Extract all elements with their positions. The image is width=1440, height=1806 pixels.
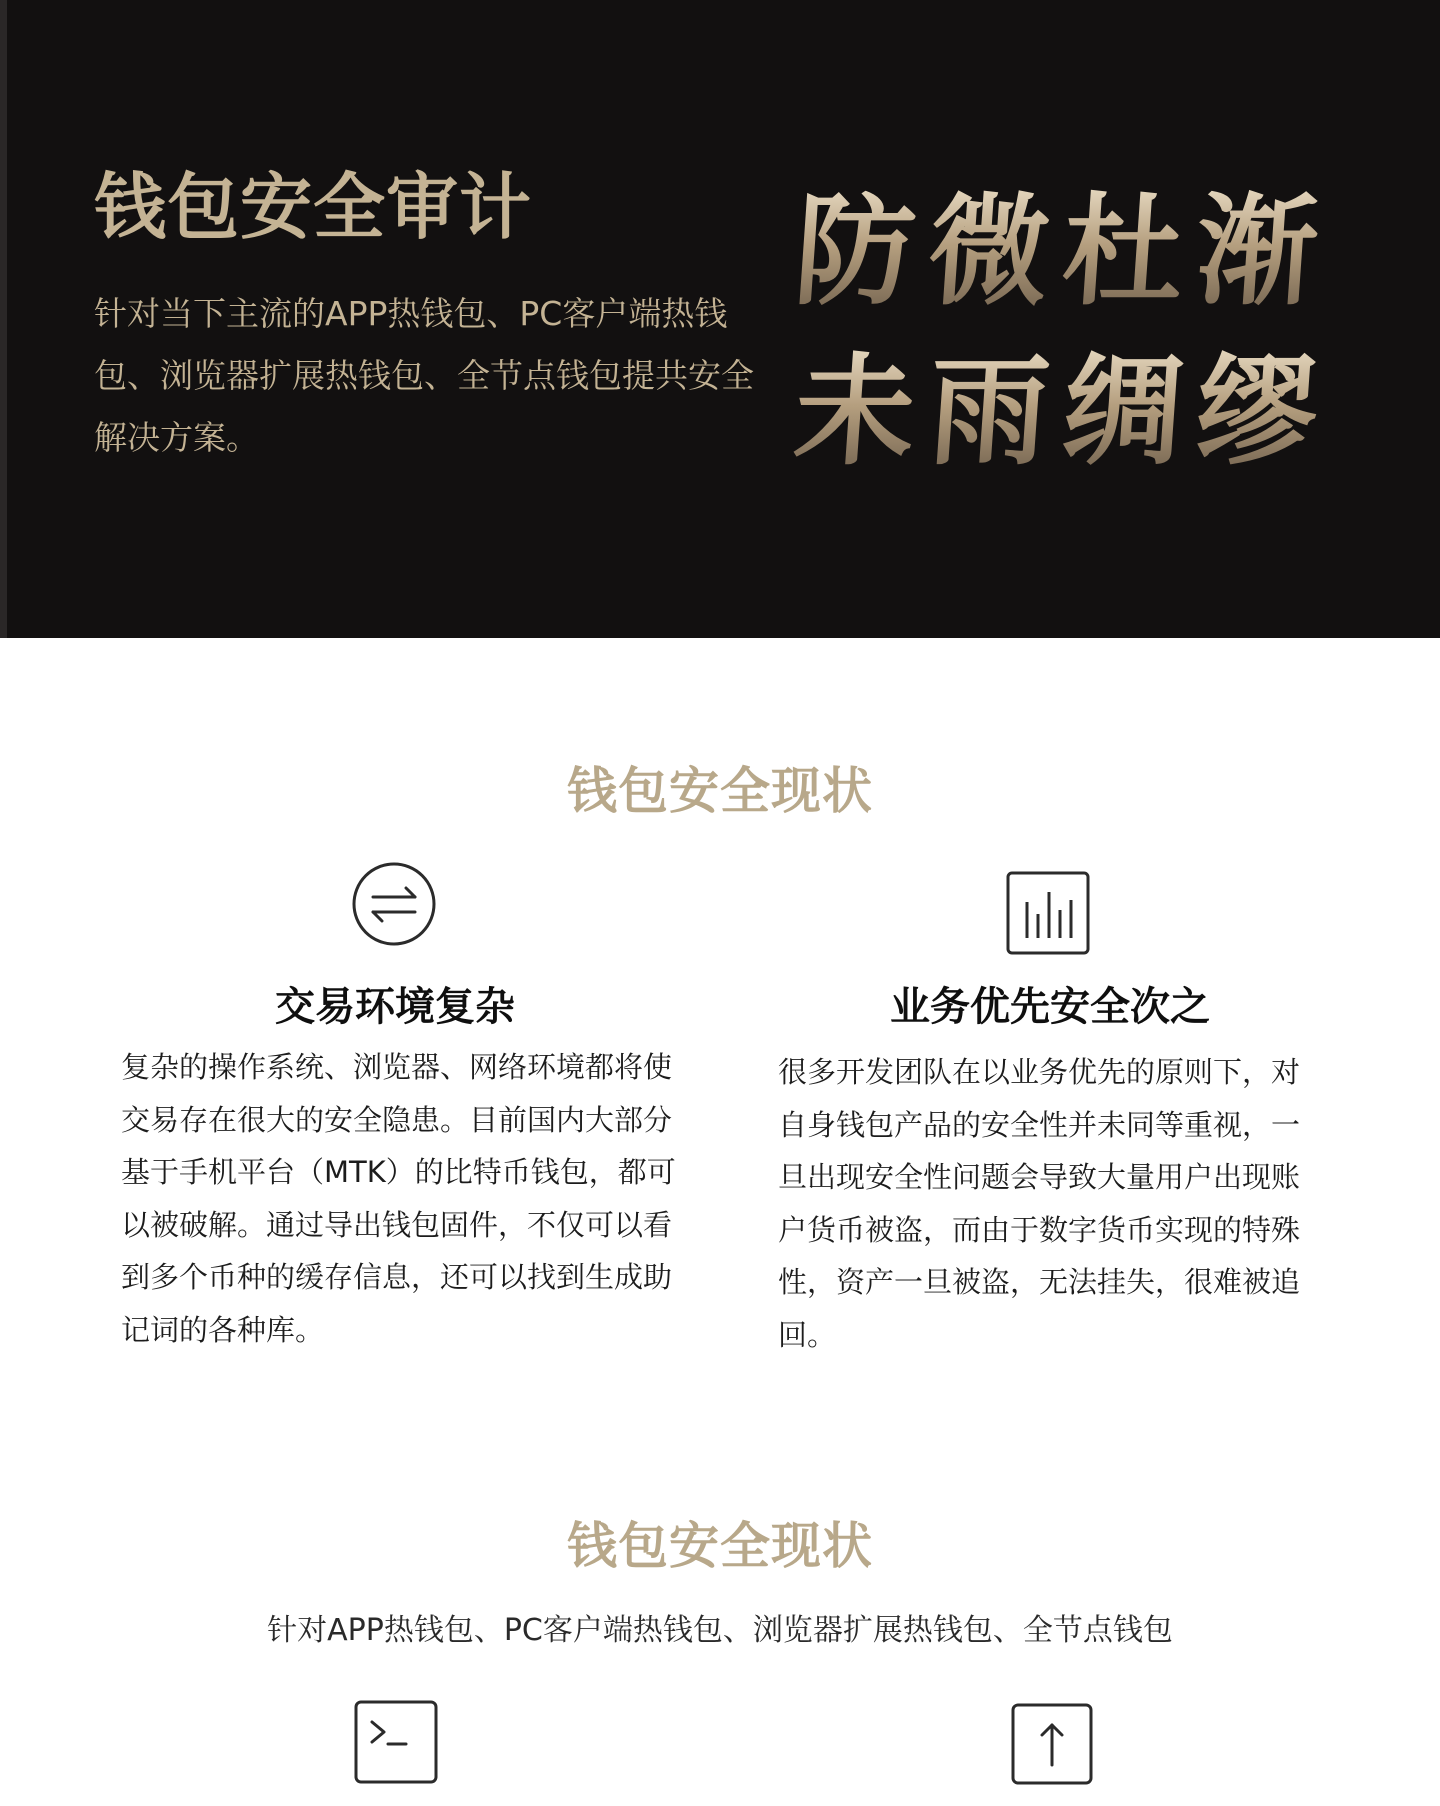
hero-title: 钱包安全审计 <box>94 165 533 249</box>
exchange-arrows-icon <box>351 861 437 947</box>
hero-description: 针对当下主流的APP热钱包、PC客户端热钱包、浏览器扩展热钱包、全节点钱包提共安全解决方案。 <box>94 294 754 457</box>
section-subtitle: 针对APP热钱包、PC客户端热钱包、浏览器扩展热钱包、全节点钱包 <box>267 1613 1173 1648</box>
calligraphy-line-2: 未雨绸缪 <box>790 342 1340 482</box>
section-title-status-2: 钱包安全现状 <box>567 1517 873 1575</box>
calligraphy-line-1: 防微杜渐 <box>790 182 1340 322</box>
calligraphy-artwork <box>790 181 1336 482</box>
section-title-status: 钱包安全现状 <box>567 762 873 820</box>
card-title-complex-environment: 交易环境复杂 <box>275 984 515 1030</box>
upload-arrow-icon <box>1011 1703 1093 1785</box>
bar-chart-icon <box>1005 870 1091 956</box>
card-text-business-first: 很多开发团队在以业务优先的原则下，对自身钱包产品的安全性并未同等重视，一旦出现安全性问题会导致大量用户出现账户货币被盗，而由于数字货币实现的特殊性，资产一旦被盗，无法挂失，很难被追回。 <box>778 1055 1301 1352</box>
terminal-icon <box>354 1700 438 1784</box>
hero-banner <box>0 0 1440 638</box>
card-text-complex-environment: 复杂的操作系统、浏览器、网络环境都将使交易存在很大的安全隐患。目前国内大部分基于手机平台（MTK）的比特币钱包，都可以被破解。通过导出钱包固件，不仅可以看到多个币种的缓存信息，还可以找到生成助记词的各种库。 <box>121 1050 676 1347</box>
card-title-business-first: 业务优先安全次之 <box>890 984 1210 1030</box>
hero-left-edge <box>0 0 7 638</box>
